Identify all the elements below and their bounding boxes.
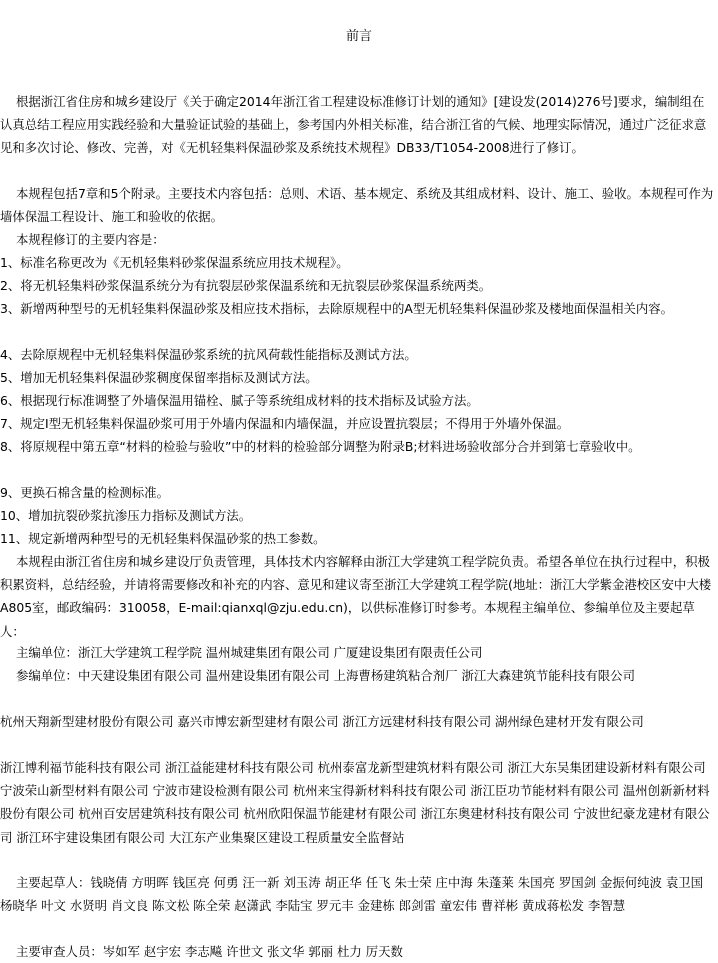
participating-units-continued: 浙江博利福节能科技有限公司 浙江益能建材科技有限公司 杭州泰富龙新型建筑材料有限公司 浙江大东吴集团建设新材料有限公司 宁波荣山新型材料有限公司 宁波市建设检测有限公司 杭州来宝得新材料科技有限公司 浙江臣功节能材料有限公司 温州创新新材料股份有限公司 杭州百安居建筑科技有限公司 杭州欣阳保温节能建材有限公司 浙江东奥建材科技有限公司 宁波世纪豪龙建材有限公司 浙江环宇建设集团有限公司 大江东产业集聚区建设工程质量安全监督站 [0,760,710,845]
page-title: 前言 [345,29,372,44]
change-item: 4、去除原规程中无机轻集料保温砂浆系统的抗风荷载性能指标及测试方法。 [0,347,417,362]
main-drafters: 主要起草人：钱晓倩 方明晖 钱匡亮 何勇 汪一新 刘玉涛 胡正华 任飞 朱士荣 庄中海 朱蓬莱 朱国亮 罗国剑 金振何纯波 袁卫国 杨晓华 叶文 水贤明 肖文良 陈文松 陈全荣 赵潇武 李陆宝 罗元丰 金建栋 郎剑雷 童宏伟 曹祥彬 黄成蒋松发 李智慧 [0,875,704,914]
participating-units-continued: 杭州天翔新型建材股份有限公司 嘉兴市博宏新型建材有限公司 浙江方远建材科技有限公司 湖州绿色建材开发有限公司 [0,714,644,729]
participating-units-line: 参编单位：中天建设集团有限公司 温州建设集团有限公司 上海曹杨建筑粘合剂厂 浙江大森建筑节能科技有限公司 [16,668,635,683]
intro-paragraph: 根据浙江省住房和城乡建设厅《关于确定2014年浙江省工程建设标准修订计划的通知》[建设发(2014)276号]要求，编制组在认真总结工程应用实践经验和大量验证试验的基础上，参考国内外相关标准，结合浙江省的气候、地理实际情况，通过广泛征求意见和多次讨论、修改、完善，对《无机轻集料保温砂浆及系统技术规程》DB33/T1054-2008进行了修订。 [0,94,707,156]
change-item: 11、规定新增两种型号的无机轻集料保温砂浆的热工参数。 [0,531,326,546]
change-item: 7、规定I型无机轻集料保温砂浆可用于外墙内保温和内墙保温，并应设置抗裂层；不得用于外墙外保温。 [0,416,570,431]
changes-heading: 本规程修订的主要内容是： [16,232,165,247]
main-reviewers: 主要审查人员：岑如军 赵宇宏 李志飚 许世文 张文华 郭丽 杜力 厉天数 [16,944,403,959]
change-item: 3、新增两种型号的无机轻集料保温砂浆及相应技术指标，去除原规程中的A型无机轻集料保温砂浆及楼地面保温相关内容。 [0,301,674,316]
chief-units-line: 主编单位：浙江大学建筑工程学院 温州城建集团有限公司 广厦建设集团有限责任公司 [16,645,483,660]
change-item: 8、将原规程中第五章“材料的检验与验收”中的材料的检验部分调整为附录B;材料进场验收部分合并到第七章验收中。 [0,439,641,454]
management-paragraph: 本规程由浙江省住房和城乡建设厅负责管理，具体技术内容解释由浙江大学建筑工程学院负责。希望各单位在执行过程中，积极积累资料，总结经验，并请将需要修改和补充的内容、意见和建议寄至浙江大学建筑工程学院(地址：浙江大学紫金港校区安中大楼A805室，邮政编码：310058，E-mail:qianxql@zju.edu.cn)，以供标准修订时参考。本规程主编单位、参编单位及主要起草人： [0,554,712,639]
change-item: 6、根据现行标准调整了外墙保温用锚栓、腻子等系统组成材料的技术指标及试验方法。 [0,393,479,408]
change-item: 5、增加无机轻集料保温砂浆稠度保留率指标及测试方法。 [0,370,318,385]
change-item: 2、将无机轻集料砂浆保温系统分为有抗裂层砂浆保温系统和无抗裂层砂浆保温系统两类。 [0,278,492,293]
change-item: 10、增加抗裂砂浆抗渗压力指标及测试方法。 [0,508,252,523]
change-item: 9、更换石棉含量的检测标准。 [0,485,169,500]
scope-paragraph: 本规程包括7章和5个附录。主要技术内容包括：总则、术语、基本规定、系统及其组成材料、设计、施工、验收。本规程可作为墙体保温工程设计、施工和验收的依据。 [0,186,714,225]
change-item: 1、标准名称更改为《无机轻集料砂浆保温系统应用技术规程》。 [0,255,349,270]
